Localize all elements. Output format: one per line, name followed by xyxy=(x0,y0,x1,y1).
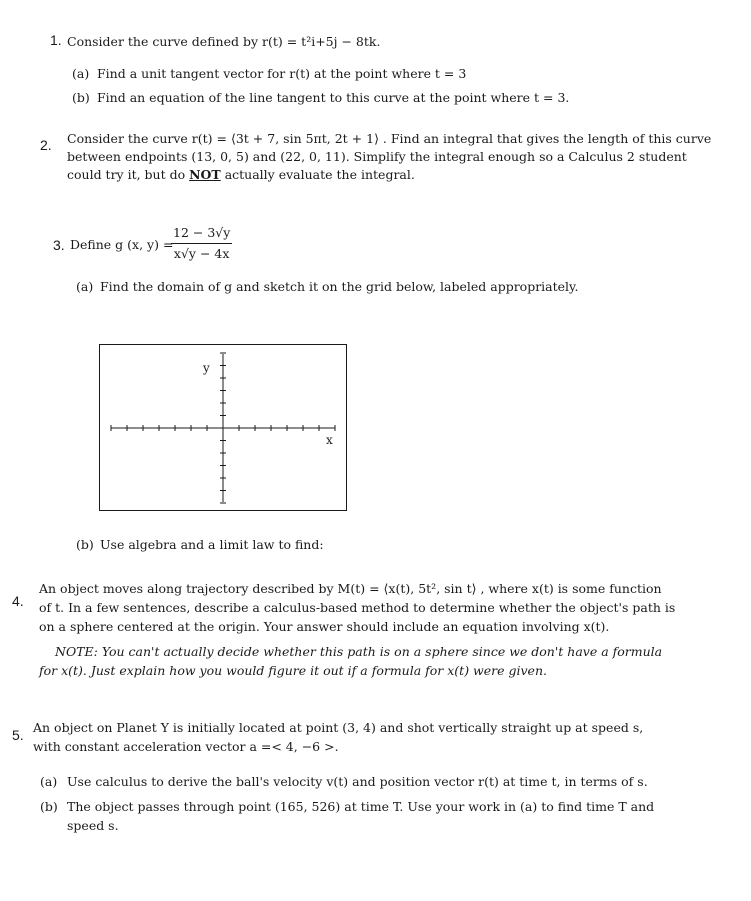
y-axis-label: y xyxy=(203,361,210,375)
q4-note-line-1: NOTE: You can't actually decide whether this path is on a sphere since we don't have a formula xyxy=(55,644,663,659)
domain-sketch-grid[interactable] xyxy=(99,344,348,512)
q2-line-3-end: actually evaluate the integral. xyxy=(220,167,415,182)
q4-line-3: on a sphere centered at the origin. Your answer should include an equation involving x(t). xyxy=(39,619,610,634)
q3-define-prefix: Define g (x, y) = xyxy=(70,237,174,252)
q1-part-b-label: (b) xyxy=(72,90,90,105)
q3-part-a-text: Find the domain of g and sketch it on the grid below, labeled appropriately. xyxy=(100,279,579,294)
q5-part-a-text: Use calculus to derive the ball's velocity v(t) and position vector r(t) at time t, in terms of s. xyxy=(67,774,648,789)
q3-part-b-label: (b) xyxy=(76,537,94,552)
q2-line-1: Consider the curve r(t) = ⟨3t + 7, sin 5πt, 2t + 1⟩ . Find an integral that gives the length of this curve xyxy=(67,131,712,146)
q2-emphasis-not: NOT xyxy=(189,167,221,182)
q4-note-line-2: for x(t). Just explain how you would figure it out if a formula for x(t) were given. xyxy=(39,663,547,678)
q4-line-1: An object moves along trajectory described by M(t) = ⟨x(t), 5t², sin t⟩ , where x(t) is some function xyxy=(39,581,662,596)
q1-number: 1. xyxy=(50,32,62,48)
q5-part-a-label: (a) xyxy=(40,774,58,789)
q3-numerator: 12 − 3√y xyxy=(171,224,232,244)
q3-number: 3. xyxy=(53,237,65,253)
q3-part-a-label: (a) xyxy=(76,279,94,294)
q2-line-3 xyxy=(67,166,415,184)
q4-line-2: of t. In a few sentences, describe a calculus-based method to determine whether the object's path is xyxy=(39,600,676,615)
q5-part-b-text: The object passes through point (165, 526) at time T. Use your work in (a) to find time T and xyxy=(67,799,655,814)
x-axis-label: x xyxy=(326,433,333,447)
q1-part-a-label: (a) xyxy=(72,66,90,81)
q1-prompt: Consider the curve defined by r(t) = t²i+5j − 8tk. xyxy=(67,34,381,49)
q5-line-1: An object on Planet Y is initially located at point (3, 4) and shot vertically straight up at speed s, xyxy=(33,720,644,735)
q1-part-b-text: Find an equation of the line tangent to this curve at the point where t = 3. xyxy=(97,90,570,105)
q5-line-2: with constant acceleration vector a =< 4, −6 >. xyxy=(33,739,339,754)
q1-part-a-text: Find a unit tangent vector for r(t) at the point where t = 3 xyxy=(97,66,467,81)
q4-number: 4. xyxy=(12,593,24,609)
q3-denominator: x√y − 4x xyxy=(173,246,230,261)
q5-part-b-text-cont: speed s. xyxy=(67,818,119,833)
q3-part-b-text: Use algebra and a limit law to find: xyxy=(100,537,324,552)
q2-number: 2. xyxy=(40,137,52,153)
q2-line-2: between endpoints (13, 0, 5) and (22, 0, 11). Simplify the integral enough so a Calculus 2 student xyxy=(67,149,687,164)
q2-line-3-start: could try it, but do xyxy=(67,167,190,182)
q5-number: 5. xyxy=(12,727,24,743)
q5-part-b-label: (b) xyxy=(40,799,58,814)
q3-fraction xyxy=(171,224,232,263)
